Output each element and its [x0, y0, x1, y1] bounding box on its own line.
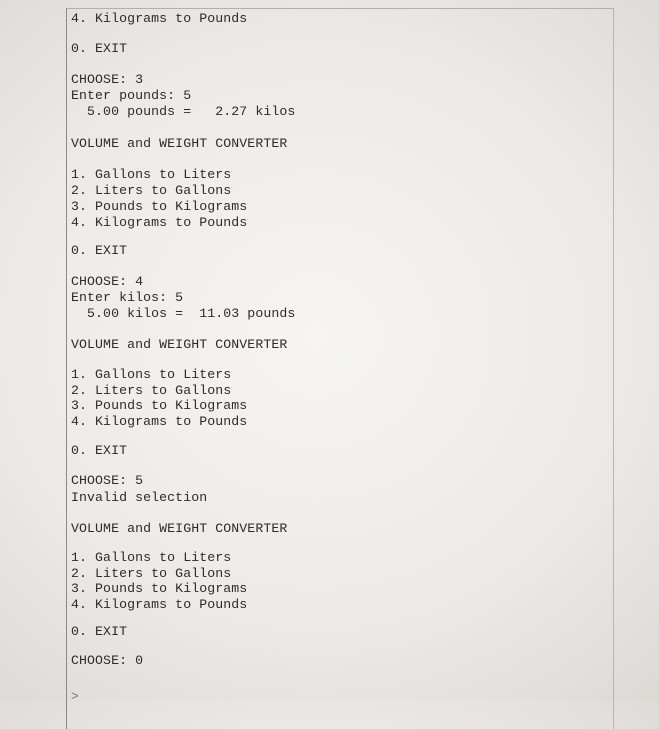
console-line: 1. Gallons to Liters — [71, 550, 232, 565]
console-line: 4. Kilograms to Pounds — [71, 11, 248, 26]
console-line: 3. Pounds to Kilograms — [71, 398, 248, 413]
console-line: Enter pounds: 5 — [71, 88, 192, 103]
console-line: VOLUME and WEIGHT CONVERTER — [71, 337, 288, 352]
console-line: VOLUME and WEIGHT CONVERTER — [71, 521, 288, 536]
console-line: 0. EXIT — [71, 624, 128, 639]
console-line: 5.00 pounds = 2.27 kilos — [71, 104, 296, 119]
console-line: CHOOSE: 0 — [71, 653, 144, 668]
console-line: Enter kilos: 5 — [71, 290, 184, 305]
console-line: 3. Pounds to Kilograms — [71, 581, 248, 596]
console-line: 5.00 kilos = 11.03 pounds — [71, 306, 296, 321]
console-line: 0. EXIT — [71, 41, 128, 56]
console-line: 2. Liters to Gallons — [71, 383, 232, 398]
input-prompt-caret[interactable]: > — [71, 689, 79, 704]
console-line: CHOOSE: 3 — [71, 72, 144, 87]
console-line: 2. Liters to Gallons — [71, 566, 232, 581]
console-line: 4. Kilograms to Pounds — [71, 215, 248, 230]
console-line: Invalid selection — [71, 490, 208, 505]
console-line: 4. Kilograms to Pounds — [71, 597, 248, 612]
console-line: 0. EXIT — [71, 443, 128, 458]
console-line: CHOOSE: 5 — [71, 473, 144, 488]
console-line: VOLUME and WEIGHT CONVERTER — [71, 136, 288, 151]
console-line: 2. Liters to Gallons — [71, 183, 232, 198]
console-line: 1. Gallons to Liters — [71, 167, 232, 182]
console-line: 1. Gallons to Liters — [71, 367, 232, 382]
console-line: 0. EXIT — [71, 243, 128, 258]
console-output-panel[interactable] — [66, 8, 614, 729]
console-line: 4. Kilograms to Pounds — [71, 414, 248, 429]
console-line: CHOOSE: 4 — [71, 274, 144, 289]
console-line: 3. Pounds to Kilograms — [71, 199, 248, 214]
